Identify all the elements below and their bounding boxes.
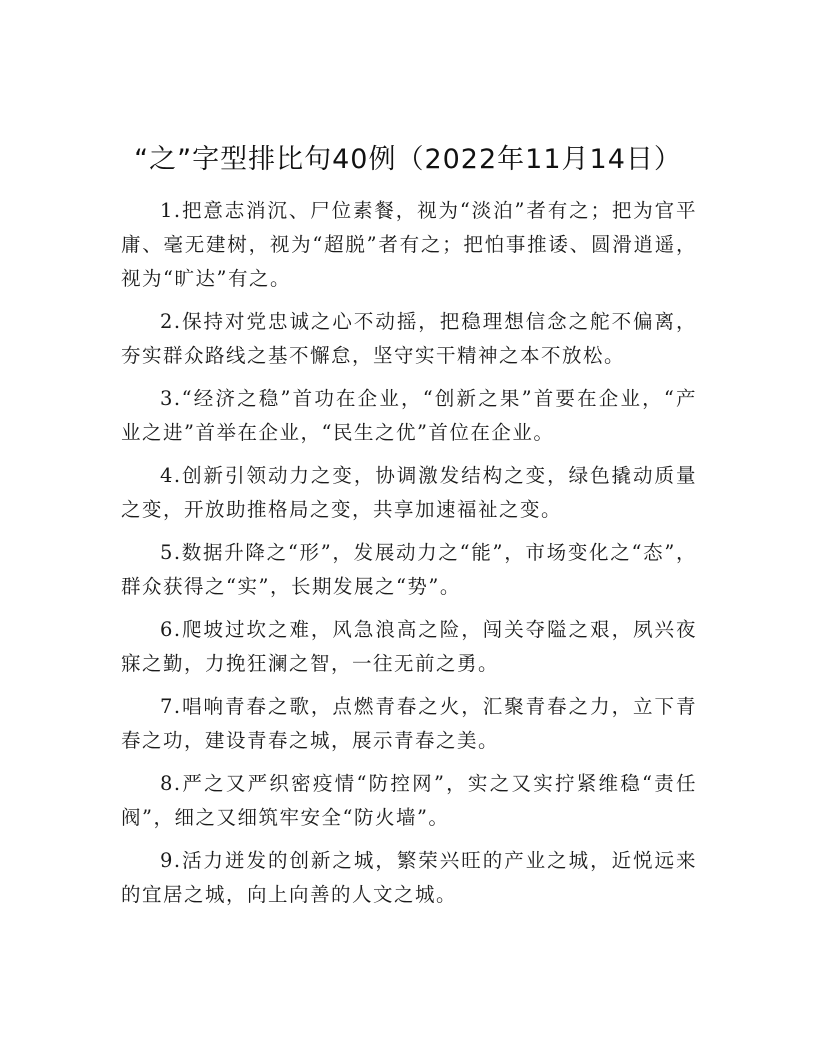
document-title: “之”字型排比句40例（2022年11月14日） xyxy=(134,144,682,175)
paragraph-9: 9.活力迸发的创新之城，繁荣兴旺的产业之城，近悦远来的宜居之城，向上向善的人文之城。 xyxy=(121,849,697,906)
paragraph-5: 5.数据升降之“形”，发展动力之“能”，市场变化之“态”，群众获得之“实”，长期发展之“势”。 xyxy=(121,541,697,598)
paragraph-2: 2.保持对党忠诚之心不动摇，把稳理想信念之舵不偏离，夯实群众路线之基不懈怠，坚守实干精神之本不放松。 xyxy=(121,310,697,367)
paragraph-7: 7.唱响青春之歌，点燃青春之火，汇聚青春之力，立下青春之功，建设青春之城，展示青春之美。 xyxy=(121,695,697,752)
document-body xyxy=(121,194,697,921)
paragraph-1: 1.把意志消沉、尸位素餐，视为“淡泊”者有之；把为官平庸、毫无建树，视为“超脱”者有之；把怕事推诿、圆滑逍遥，视为“旷达”有之。 xyxy=(121,199,697,290)
paragraph-8: 8.严之又严织密疫情“防控网”，实之又实拧紧维稳“责任阀”，细之又细筑牢安全“防火墙”。 xyxy=(121,772,697,829)
paragraph-6: 6.爬坡过坎之难，风急浪高之险，闯关夺隘之艰，夙兴夜寐之勤，力挽狂澜之智，一往无前之勇。 xyxy=(121,618,697,675)
paragraph-3: 3.“经济之稳”首功在企业，“创新之果”首要在企业，“产业之进”首举在企业，“民生之优”首位在企业。 xyxy=(121,387,697,444)
paragraph-4: 4.创新引领动力之变，协调激发结构之变，绿色撬动质量之变，开放助推格局之变，共享加速福祉之变。 xyxy=(121,464,697,521)
